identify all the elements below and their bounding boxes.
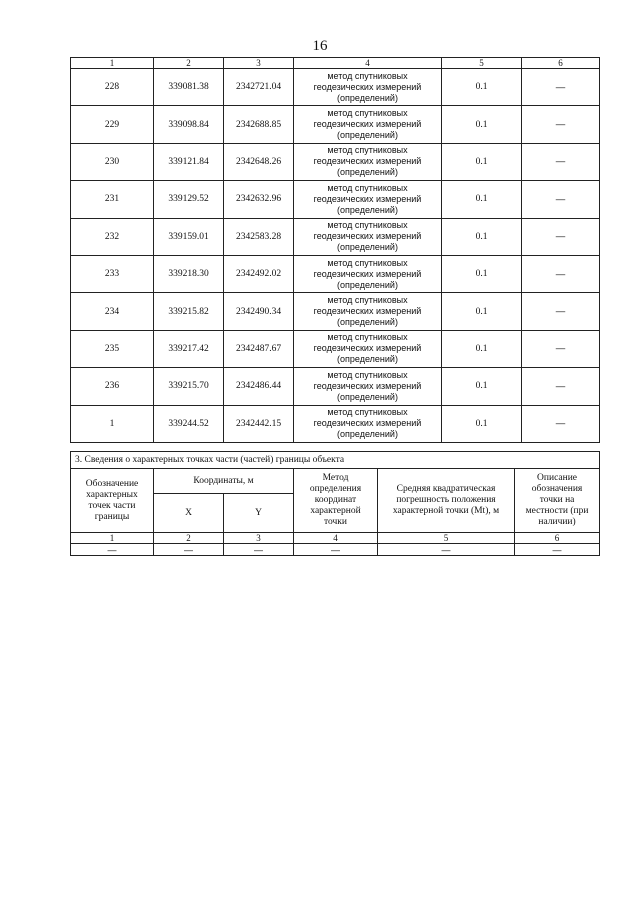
method-line: метод спутниковых: [327, 108, 408, 119]
method-line: геодезических измерений: [313, 193, 422, 204]
table-row: [71, 69, 600, 106]
y-coordinate-cell: 2342490.34: [224, 293, 294, 330]
method-line: геодезических измерений: [313, 119, 422, 130]
method-line: геодезических измерений: [313, 268, 422, 279]
method-line: метод спутниковых: [327, 182, 408, 193]
column-number-row: [71, 58, 600, 69]
column-number: 5: [442, 58, 522, 69]
point-cell: 233: [71, 255, 154, 292]
method-line: геодезических измерений: [313, 231, 422, 242]
description-cell: —: [522, 405, 600, 442]
header-method: Метод определения координат характерной точки: [294, 469, 378, 533]
method-line: метод спутниковых: [327, 369, 408, 380]
header-y: Y: [224, 494, 294, 533]
description-cell: —: [522, 255, 600, 292]
header-x: X: [154, 494, 224, 533]
empty-cell: —: [154, 544, 224, 556]
x-coordinate-cell: 339159.01: [154, 218, 224, 255]
empty-cell: —: [378, 544, 515, 556]
method-cell: [294, 69, 442, 106]
method-line: геодезических измерений: [313, 343, 422, 354]
method-line: метод спутниковых: [327, 257, 408, 268]
point-cell: 228: [71, 69, 154, 106]
column-number: 3: [224, 533, 294, 544]
method-line: (определений): [337, 429, 398, 440]
method-line: (определений): [337, 354, 398, 365]
column-number: 4: [294, 58, 442, 69]
coordinates-table: [70, 57, 600, 443]
point-cell: 1: [71, 405, 154, 442]
description-cell: —: [522, 368, 600, 405]
method-cell: [294, 218, 442, 255]
accuracy-cell: 0.1: [442, 106, 522, 143]
accuracy-cell: 0.1: [442, 181, 522, 218]
header-coordinates: Координаты, м: [154, 469, 294, 494]
method-line: (определений): [337, 167, 398, 178]
method-line: метод спутниковых: [327, 407, 408, 418]
x-coordinate-cell: 339244.52: [154, 405, 224, 442]
y-coordinate-cell: 2342492.02: [224, 255, 294, 292]
method-line: (определений): [337, 204, 398, 215]
method-line: метод спутниковых: [327, 220, 408, 231]
y-coordinate-cell: 2342487.67: [224, 330, 294, 367]
method-line: метод спутниковых: [327, 332, 408, 343]
empty-cell: —: [515, 544, 600, 556]
table-row: [71, 368, 600, 405]
method-line: (определений): [337, 242, 398, 253]
table-row: [71, 218, 600, 255]
column-number: 3: [224, 58, 294, 69]
accuracy-cell: 0.1: [442, 143, 522, 180]
accuracy-cell: 0.1: [442, 255, 522, 292]
method-cell: [294, 181, 442, 218]
description-cell: —: [522, 293, 600, 330]
accuracy-cell: 0.1: [442, 368, 522, 405]
column-number-row: [71, 533, 600, 544]
method-line: метод спутниковых: [327, 145, 408, 156]
x-coordinate-cell: 339129.52: [154, 181, 224, 218]
x-coordinate-cell: 339217.42: [154, 330, 224, 367]
y-coordinate-cell: 2342486.44: [224, 368, 294, 405]
method-line: геодезических измерений: [313, 418, 422, 429]
x-coordinate-cell: 339121.84: [154, 143, 224, 180]
accuracy-cell: 0.1: [442, 218, 522, 255]
point-cell: 235: [71, 330, 154, 367]
point-cell: 231: [71, 181, 154, 218]
description-cell: —: [522, 330, 600, 367]
method-line: геодезических измерений: [313, 380, 422, 391]
column-number: 1: [71, 533, 154, 544]
description-cell: —: [522, 143, 600, 180]
method-cell: [294, 106, 442, 143]
column-number: 4: [294, 533, 378, 544]
table-row: [71, 330, 600, 367]
method-cell: [294, 368, 442, 405]
point-cell: 230: [71, 143, 154, 180]
column-number: 6: [522, 58, 600, 69]
part-boundary-points-table: [70, 451, 600, 556]
table-row: [71, 143, 600, 180]
empty-cell: —: [224, 544, 294, 556]
column-number: 2: [154, 533, 224, 544]
point-cell: 236: [71, 368, 154, 405]
method-cell: [294, 255, 442, 292]
method-line: геодезических измерений: [313, 81, 422, 92]
header-description: Описание обозначения точки на местности (при наличии): [515, 469, 600, 533]
point-cell: 232: [71, 218, 154, 255]
y-coordinate-cell: 2342688.85: [224, 106, 294, 143]
description-cell: —: [522, 69, 600, 106]
method-line: (определений): [337, 130, 398, 141]
empty-cell: —: [294, 544, 378, 556]
method-line: геодезических измерений: [313, 306, 422, 317]
column-number: 5: [378, 533, 515, 544]
table-row: [71, 255, 600, 292]
x-coordinate-cell: 339215.82: [154, 293, 224, 330]
accuracy-cell: 0.1: [442, 69, 522, 106]
accuracy-cell: 0.1: [442, 293, 522, 330]
method-line: метод спутниковых: [327, 295, 408, 306]
header-designation: Обозначение характерных точек части границы: [71, 469, 154, 533]
point-cell: 229: [71, 106, 154, 143]
table-row: [71, 106, 600, 143]
method-line: (определений): [337, 92, 398, 103]
y-coordinate-cell: 2342721.04: [224, 69, 294, 106]
description-cell: —: [522, 106, 600, 143]
y-coordinate-cell: 2342648.26: [224, 143, 294, 180]
page-number: 16: [312, 38, 328, 54]
method-line: (определений): [337, 317, 398, 328]
header-accuracy: Средняя квадратическая погрешность положения характерной точки (Mt), м: [378, 469, 515, 533]
x-coordinate-cell: 339098.84: [154, 106, 224, 143]
method-cell: [294, 293, 442, 330]
x-coordinate-cell: 339215.70: [154, 368, 224, 405]
description-cell: —: [522, 181, 600, 218]
method-line: (определений): [337, 391, 398, 402]
empty-cell: —: [71, 544, 154, 556]
column-number: 2: [154, 58, 224, 69]
point-cell: 234: [71, 293, 154, 330]
description-cell: —: [522, 218, 600, 255]
table-row: [71, 544, 600, 556]
y-coordinate-cell: 2342632.96: [224, 181, 294, 218]
column-number: 6: [515, 533, 600, 544]
table-row: [71, 405, 600, 442]
method-cell: [294, 330, 442, 367]
method-line: (определений): [337, 279, 398, 290]
method-cell: [294, 405, 442, 442]
table-row: [71, 293, 600, 330]
column-number: 1: [71, 58, 154, 69]
accuracy-cell: 0.1: [442, 330, 522, 367]
x-coordinate-cell: 339081.38: [154, 69, 224, 106]
accuracy-cell: 0.1: [442, 405, 522, 442]
method-cell: [294, 143, 442, 180]
section-title: 3. Сведения о характерных точках части (частей) границы объекта: [71, 452, 600, 469]
x-coordinate-cell: 339218.30: [154, 255, 224, 292]
y-coordinate-cell: 2342583.28: [224, 218, 294, 255]
method-line: метод спутниковых: [327, 70, 408, 81]
y-coordinate-cell: 2342442.15: [224, 405, 294, 442]
method-line: геодезических измерений: [313, 156, 422, 167]
table-row: [71, 181, 600, 218]
